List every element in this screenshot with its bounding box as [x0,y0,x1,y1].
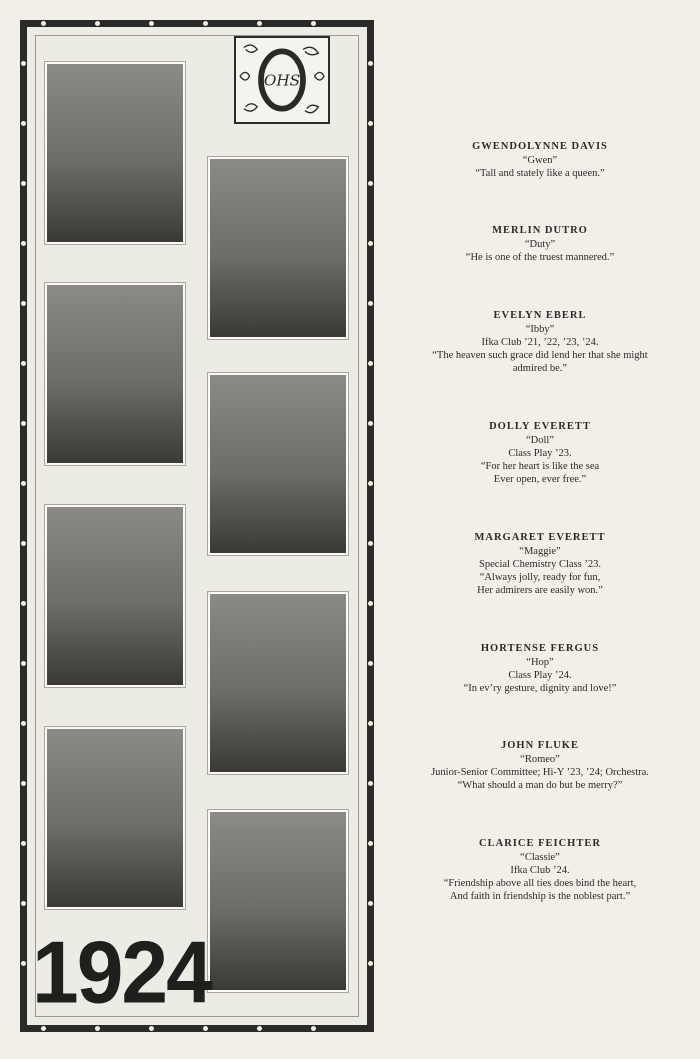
portrait-dolly-everett [208,373,348,555]
frame-ring [367,840,374,847]
senior-entries-column [380,0,700,1059]
entry-nickname: “Hop” [526,657,554,668]
frame-ring [20,300,27,307]
entry-line: And faith in friendship is the noblest part.” [449,891,631,902]
frame-ring [20,720,27,727]
portrait-hortense-fergus [208,592,348,774]
entry-line: “Always jolly, ready for fun, [479,572,601,583]
frame-ring [20,600,27,607]
entry-nickname: “Romeo” [520,754,560,765]
frame-ring [367,720,374,727]
portrait-clarice-feichter [208,810,348,992]
entry-nickname: “Duty” [524,239,556,250]
frame-ring [367,600,374,607]
entry-hortense-fergus [380,642,700,695]
frame-ring [367,660,374,667]
entry-line: Junior-Senior Committee; Hi-Y ’23, ’24; Orchestra. [431,767,649,778]
frame-ring [20,540,27,547]
entry-name: EVELYN EBERL [493,310,587,321]
frame-ring [94,20,101,27]
entry-line: “In ev’ry gesture, dignity and love!” [463,683,617,694]
entry-dolly-everett [380,420,700,486]
frame-ring [148,20,155,27]
frame-ring [310,1025,317,1032]
frame-ring [20,360,27,367]
entry-name: GWENDOLYNNE DAVIS [472,141,608,152]
entry-line: “He is one of the truest mannered.” [465,252,615,263]
frame-ring [367,960,374,967]
frame-ring [367,60,374,67]
frame-ring [367,780,374,787]
entry-line: “Friendship above all ties does bind the heart, [443,878,637,889]
entry-merlin-dutro [380,224,700,264]
entry-nickname: “Gwen” [522,155,558,166]
frame-ring [367,120,374,127]
frame-ring [20,840,27,847]
entry-line: Special Chemistry Class ’23. [479,559,601,570]
entry-name: DOLLY EVERETT [489,421,591,432]
yearbook-year: 1924 [32,922,211,1022]
frame-ring [20,900,27,907]
entry-line: Her admirers are easily won.” [477,585,603,596]
entry-line: admired be.” [512,363,568,374]
entry-line: “Tall and stately like a queen.” [475,168,605,179]
entry-line: Class Play ’23. [508,448,572,459]
entry-clarice-feichter [380,837,700,903]
entry-nickname: “Ibby” [525,324,555,335]
portrait-margaret-everett [45,505,185,687]
entry-nickname: “Doll” [526,435,554,446]
frame-ring [367,180,374,187]
frame-ring [367,480,374,487]
frame-ring [148,1025,155,1032]
entry-name: MERLIN DUTRO [492,225,588,236]
frame-ring [202,1025,209,1032]
frame-ring [20,120,27,127]
entry-name: HORTENSE FERGUS [480,643,600,654]
entry-gwendolynne-davis [380,140,700,180]
frame-ring [94,1025,101,1032]
school-monogram-crest [234,36,330,124]
entry-line: “For her heart is like the sea [480,461,600,472]
frame-ring [20,180,27,187]
frame-ring [20,420,27,427]
monogram-letters: OHS [263,71,301,90]
frame-ring [20,960,27,967]
entry-line: “What should a man do but be merry?” [457,780,623,791]
entry-name: MARGARET EVERETT [474,532,606,543]
entry-john-fluke [380,739,700,792]
portrait-gwendolynne-davis [45,62,185,244]
entry-line: Class Play ’24. [508,670,572,681]
entry-line: Ever open, ever free.” [493,474,587,485]
frame-ring [202,20,209,27]
frame-ring [20,780,27,787]
entry-evelyn-eberl [380,309,700,375]
entry-line: Ifka Club ’24. [510,865,570,876]
frame-ring [20,240,27,247]
portrait-evelyn-eberl [45,283,185,465]
frame-ring [256,1025,263,1032]
portrait-john-fluke [45,727,185,909]
entry-nickname: “Maggie” [519,546,561,557]
frame-ring [40,1025,47,1032]
frame-ring [256,20,263,27]
frame-ring [367,240,374,247]
frame-ring [367,300,374,307]
frame-ring [367,540,374,547]
frame-ring [367,420,374,427]
entry-name: JOHN FLUKE [501,740,579,751]
entry-line: “The heaven such grace did lend her that she might [432,350,648,361]
frame-ring [20,60,27,67]
portrait-merlin-dutro [208,157,348,339]
frame-ring [310,20,317,27]
entry-nickname: “Classie” [520,852,560,863]
frame-ring [20,660,27,667]
monogram-ornament-icon [236,38,328,122]
frame-ring [367,360,374,367]
frame-ring [367,900,374,907]
frame-ring [20,480,27,487]
entry-line: Ifka Club ’21, ’22, ’23, ’24. [481,337,599,348]
entry-margaret-everett [380,531,700,597]
entry-name: CLARICE FEICHTER [479,838,601,849]
frame-ring [40,20,47,27]
